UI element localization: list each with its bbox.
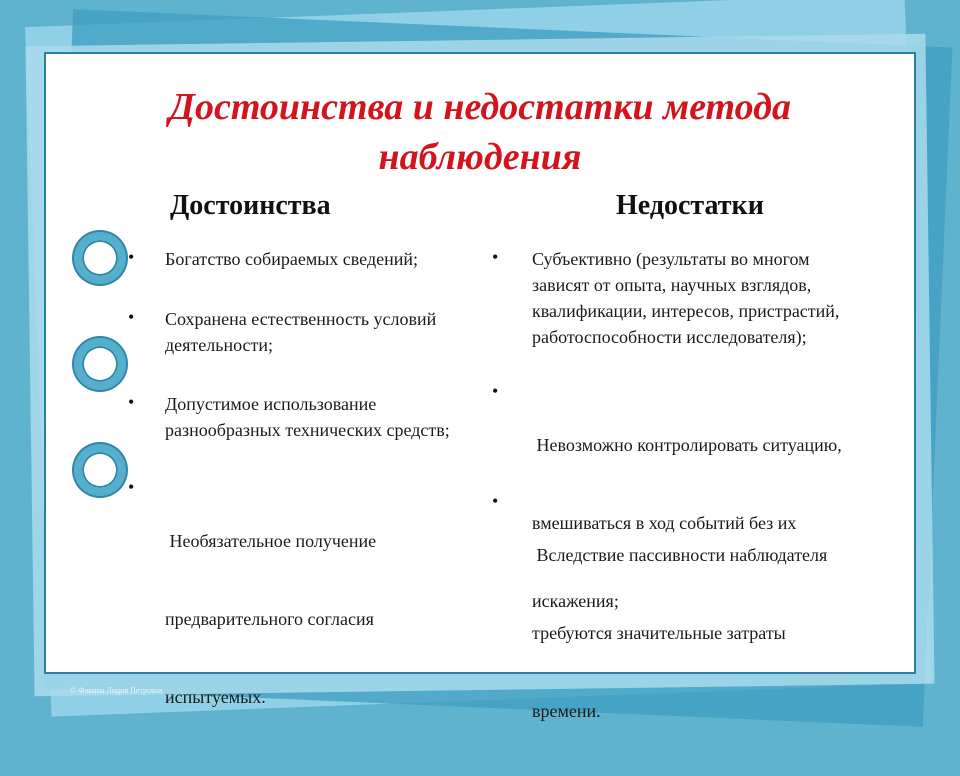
item-line: испытуемых. [165,687,266,707]
copyright-text: © Фокина Лидия Петровна [70,686,163,695]
bullet-icon: • [128,392,135,412]
item-line: Допустимое использование [165,394,377,414]
item-line: квалификации, интересов, пристрастий, [532,301,840,321]
item-line: Невозможно контролировать ситуацию, [532,435,842,455]
item-line: требуются значительные затраты [532,623,786,643]
bullet-icon: • [128,247,135,267]
item-line: искажения; [532,591,619,611]
item-line: разнообразных технических средств; [165,420,450,440]
advantages-header: Достоинства [170,190,331,221]
item-line: Богатство собираемых сведений; [165,249,418,269]
item-line: зависят от опыта, научных взглядов, [532,275,812,295]
item-line: деятельности; [165,335,274,355]
bullet-icon: • [492,381,499,401]
ring-icon [74,338,126,390]
title-line: наблюдения [378,136,582,178]
item-line: вмешиваться в ход событий без их [532,513,797,533]
ring-icon [74,232,126,284]
bullet-icon: • [128,477,135,497]
bullet-icon: • [128,307,135,327]
ring-icon [74,444,126,496]
item-line: Вследствие пассивности наблюдателя [532,545,828,565]
item-line: предварительного согласия [165,609,374,629]
slide-title [46,82,914,182]
item-line: Субъективно (результаты во многом [532,249,810,269]
item-line: времени. [532,701,601,721]
bullet-icon: • [492,491,499,511]
item-line: Сохранена естественность условий [165,309,437,329]
disadvantages-header: Недостатки [616,190,764,221]
item-line: Необязательное получение [165,531,377,551]
bullet-icon: • [492,247,499,267]
item-line: работоспособности исследователя); [532,327,807,347]
title-line: Достоинства и недостатки метода [169,86,791,128]
